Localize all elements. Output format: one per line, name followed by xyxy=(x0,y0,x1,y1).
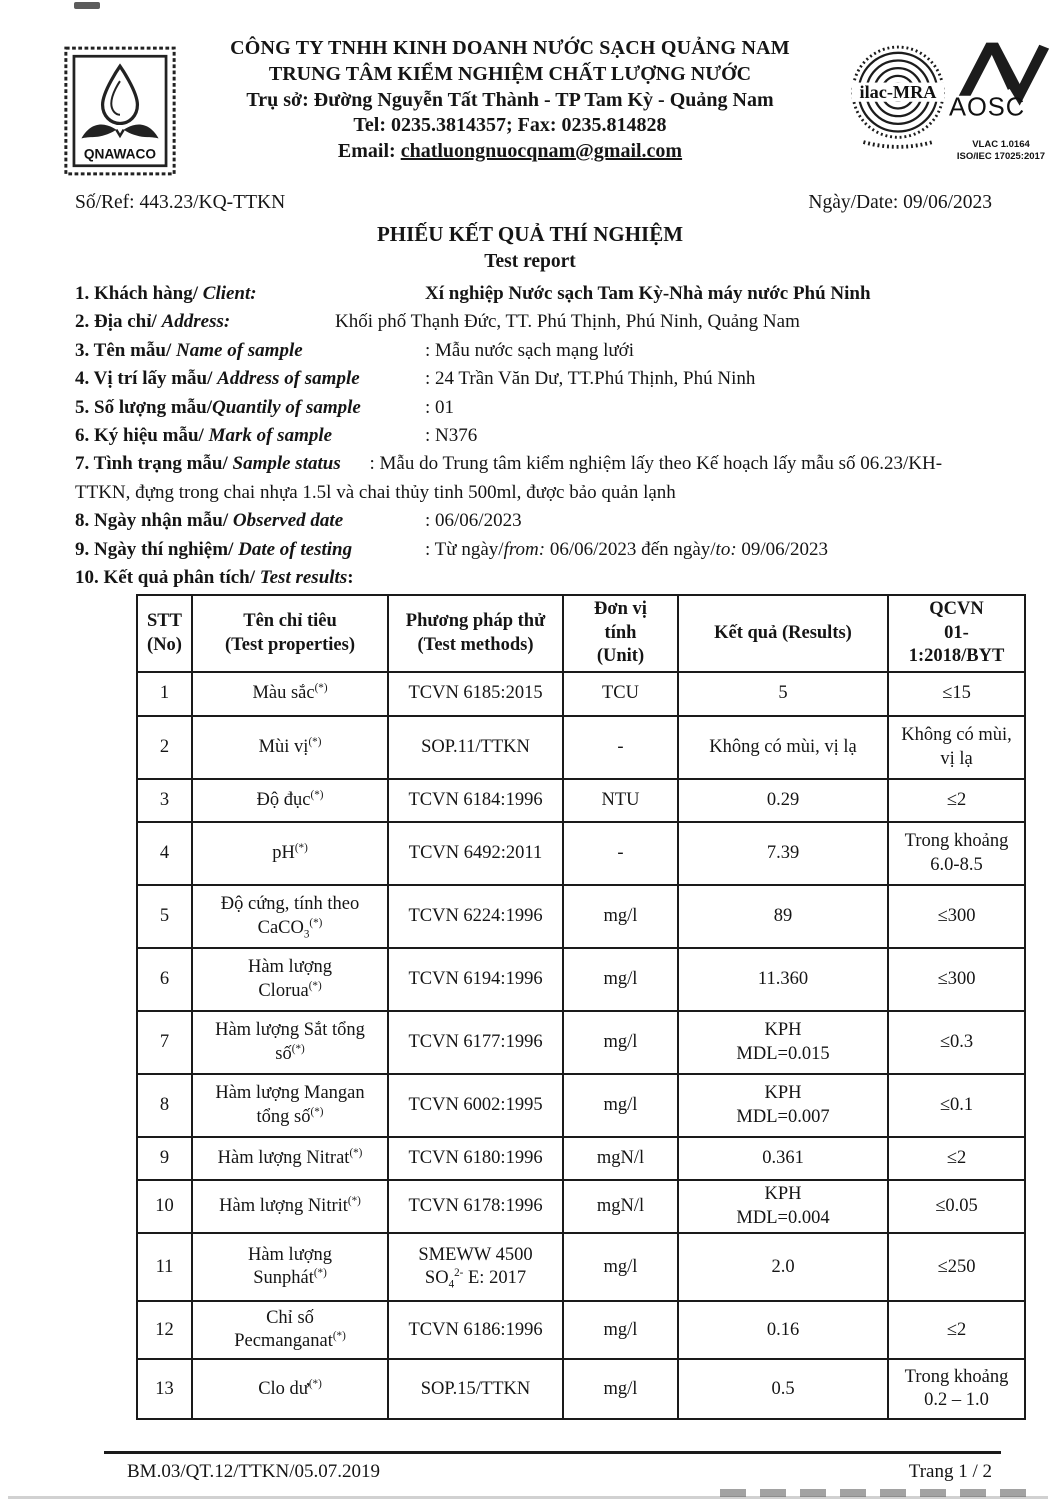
item-sample-mark: 6. Ký hiệu mẫu/ Mark of sample : N376 xyxy=(75,422,992,450)
table-row xyxy=(137,779,1025,822)
column-header: Phương pháp thử (Test methods) xyxy=(388,595,563,672)
cell-unit: TCU xyxy=(563,672,678,716)
aosc-mark-icon xyxy=(947,34,1055,134)
sample-info-list xyxy=(75,280,992,592)
address-value: Khối phố Thạnh Đức, TT. Phú Thịnh, Phú Ninh, Quảng Nam xyxy=(335,311,800,333)
cell-method: TCVN 6224:1996 xyxy=(388,885,563,948)
cell-method: TCVN 6186:1996 xyxy=(388,1301,563,1359)
column-header: QCVN 01- 1:2018/BYT xyxy=(888,595,1025,672)
cell-method: TCVN 6194:1996 xyxy=(388,948,563,1011)
cell-method: SOP.15/TTKN xyxy=(388,1359,563,1419)
item-client: 1. Khách hàng/ Client: Xí nghiệp Nước sạch Tam Kỳ-Nhà máy nước Phú Ninh xyxy=(75,280,992,308)
cell-no: 11 xyxy=(137,1233,192,1301)
cell-unit: - xyxy=(563,716,678,779)
email-address: chatluongnuocqnam@gmail.com xyxy=(400,140,683,163)
cell-unit: NTU xyxy=(563,779,678,822)
cell-limit: Trong khoảng 6.0-8.5 xyxy=(888,822,1025,885)
letterhead xyxy=(180,36,840,165)
page-number: Trang 1 / 2 xyxy=(908,1461,992,1482)
cell-unit: - xyxy=(563,822,678,885)
tel-fax-line: Tel: 0235.3814357; Fax: 0235.814828 xyxy=(353,114,667,137)
cell-method: TCVN 6184:1996 xyxy=(388,779,563,822)
table-row xyxy=(137,1359,1025,1419)
cell-property: Độ cứng, tính theo CaCO$_3$(*) xyxy=(192,885,388,948)
cell-property: Hàm lượng Clorua(*) xyxy=(192,948,388,1011)
table-row xyxy=(137,1011,1025,1074)
cell-result: KPH MDL=0.007 xyxy=(678,1074,888,1137)
aosc-vlac-line: VLAC 1.0164 xyxy=(972,139,1030,150)
table-row xyxy=(137,672,1025,716)
cell-no: 2 xyxy=(137,716,192,779)
table-row xyxy=(137,822,1025,885)
column-header: Kết quả (Results) xyxy=(678,595,888,672)
cell-limit: ≤15 xyxy=(888,672,1025,716)
cell-unit: mgN/l xyxy=(563,1137,678,1180)
ilac-mra-text: ilac-MRA xyxy=(859,81,937,102)
cell-method: TCVN 6185:2015 xyxy=(388,672,563,716)
cell-result: 0.16 xyxy=(678,1301,888,1359)
document-title: PHIẾU KẾT QUẢ THÍ NGHIỆM xyxy=(376,222,684,246)
cell-no: 3 xyxy=(137,779,192,822)
item-sample-address: 4. Vị trí lấy mẫu/ Address of sample : 24 Trần Văn Dư, TT.Phú Thịnh, Phú Ninh xyxy=(75,365,992,393)
cell-method: SMEWW 4500 $SO_4^{2-}$ E: 2017 xyxy=(388,1233,563,1301)
cell-result: 0.361 xyxy=(678,1137,888,1180)
cell-no: 13 xyxy=(137,1359,192,1419)
table-row xyxy=(137,1233,1025,1301)
cell-method: TCVN 6002:1995 xyxy=(388,1074,563,1137)
item-observed-date: 8. Ngày nhận mẫu/ Observed date : 06/06/2023 xyxy=(75,507,992,535)
cell-limit: ≤2 xyxy=(888,1137,1025,1180)
cell-limit: ≤250 xyxy=(888,1233,1025,1301)
item-testing-date: 9. Ngày thí nghiệm/ Date of testing : Từ ngày/from: 06/06/2023 đến ngày/to: 09/06/2023 xyxy=(75,536,992,564)
cell-property: Mùi vị(*) xyxy=(192,716,388,779)
cell-limit: ≤300 xyxy=(888,948,1025,1011)
company-name: CÔNG TY TNHH KINH DOANH NƯỚC SẠCH QUẢNG NAM xyxy=(230,37,790,59)
table-row xyxy=(137,716,1025,779)
ilac-mra-seal-icon xyxy=(850,40,946,152)
qnawaco-logo-text: QNAWACO xyxy=(83,146,157,162)
cell-property: Hàm lượng Sunphát(*) xyxy=(192,1233,388,1301)
form-code: BM.03/QT.12/TTKN/05.07.2019 xyxy=(127,1461,380,1482)
cell-limit: Không có mùi, vị lạ xyxy=(888,716,1025,779)
item-address: 2. Địa chỉ/ Address: Khối phố Thạnh Đức, TT. Phú Thịnh, Phú Ninh, Quảng Nam xyxy=(75,308,992,336)
cell-result: KPH MDL=0.015 xyxy=(678,1011,888,1074)
cell-property: pH(*) xyxy=(192,822,388,885)
results-table xyxy=(136,594,1024,1420)
cell-method: TCVN 6178:1996 xyxy=(388,1180,563,1233)
cell-limit: ≤0.3 xyxy=(888,1011,1025,1074)
aosc-text: AOSC xyxy=(948,93,1026,122)
cell-no: 8 xyxy=(137,1074,192,1137)
qnawaco-logo xyxy=(64,46,176,176)
cell-limit: ≤2 xyxy=(888,1301,1025,1359)
cell-method: TCVN 6492:2011 xyxy=(388,822,563,885)
cell-no: 4 xyxy=(137,822,192,885)
cell-property: Hàm lượng Mangan tổng số(*) xyxy=(192,1074,388,1137)
scan-artifact-next-page xyxy=(720,1489,1030,1497)
cell-result: Không có mùi, vị lạ xyxy=(678,716,888,779)
sample-quantity-value: : 01 xyxy=(425,396,455,418)
document-subtitle: Test report xyxy=(484,251,576,272)
sample-name-value: : Mẫu nước sạch mạng lưới xyxy=(425,339,635,361)
results-table-body xyxy=(137,672,1025,1419)
cell-no: 7 xyxy=(137,1011,192,1074)
cell-result: 0.29 xyxy=(678,779,888,822)
cell-result: 5 xyxy=(678,672,888,716)
report-date: Ngày/Date: 09/06/2023 xyxy=(808,192,992,213)
cell-property: Độ đục(*) xyxy=(192,779,388,822)
table-row xyxy=(137,885,1025,948)
sample-address-value: : 24 Trần Văn Dư, TT.Phú Thịnh, Phú Ninh xyxy=(425,368,756,390)
cell-no: 10 xyxy=(137,1180,192,1233)
cell-property: Clo dư(*) xyxy=(192,1359,388,1419)
cell-result: 0.5 xyxy=(678,1359,888,1419)
cell-unit: mg/l xyxy=(563,1233,678,1301)
table-row xyxy=(137,1074,1025,1137)
cell-property: Hàm lượng Nitrat(*) xyxy=(192,1137,388,1180)
cell-unit: mg/l xyxy=(563,1011,678,1074)
cell-result: 2.0 xyxy=(678,1233,888,1301)
cell-unit: mg/l xyxy=(563,1301,678,1359)
cell-limit: ≤0.05 xyxy=(888,1180,1025,1233)
scan-artifact xyxy=(74,2,100,9)
ref-row xyxy=(75,192,992,214)
cell-property: Chỉ số Pecmanganat(*) xyxy=(192,1301,388,1359)
aosc-iso-line: ISO/IEC 17025:2017 xyxy=(956,151,1046,162)
cell-result: 7.39 xyxy=(678,822,888,885)
cell-unit: mgN/l xyxy=(563,1180,678,1233)
cell-result: KPH MDL=0.004 xyxy=(678,1180,888,1233)
footer xyxy=(127,1461,992,1483)
cell-result: 89 xyxy=(678,885,888,948)
cell-unit: mg/l xyxy=(563,1074,678,1137)
cell-method: TCVN 6177:1996 xyxy=(388,1011,563,1074)
cell-limit: ≤0.1 xyxy=(888,1074,1025,1137)
sample-mark-value: : N376 xyxy=(425,425,478,447)
cell-unit: mg/l xyxy=(563,948,678,1011)
cell-method: SOP.11/TTKN xyxy=(388,716,563,779)
cell-limit: ≤2 xyxy=(888,779,1025,822)
footer-rule xyxy=(104,1451,1001,1454)
email-label: Email: xyxy=(337,140,401,163)
cell-property: Hàm lượng Sắt tổng số(*) xyxy=(192,1011,388,1074)
cell-no: 1 xyxy=(137,672,192,716)
item-sample-quantity: 5. Số lượng mẫu/Quantily of sample : 01 xyxy=(75,394,992,422)
column-header: Đơn vị tính (Unit) xyxy=(563,595,678,672)
address-line: Trụ sở: Đường Nguyễn Tất Thành - TP Tam Kỳ - Quảng Nam xyxy=(246,88,774,111)
table-row xyxy=(137,1301,1025,1359)
cell-no: 6 xyxy=(137,948,192,1011)
cell-property: Hàm lượng Nitrit(*) xyxy=(192,1180,388,1233)
table-row xyxy=(137,1180,1025,1233)
item-sample-status: 7. Tình trạng mẫu/ Sample status : Mẫu do Trung tâm kiểm nghiệm lấy theo Kế hoạch lấy mẫu số 06.23/KH-TTKN, đựng trong chai nhựa 1.5l và chai thủy tinh 500ml, được bảo quản lạnh xyxy=(75,453,943,503)
cell-no: 9 xyxy=(137,1137,192,1180)
cell-method: TCVN 6180:1996 xyxy=(388,1137,563,1180)
sample-status-value: : Mẫu do Trung tâm kiểm nghiệm lấy theo Kế hoạch lấy mẫu số 06.23/KH-TTKN, đựng trong chai nhựa 1.5l và chai thủy tinh 500ml, được bảo quản lạnh xyxy=(75,453,943,503)
ref-number: Số/Ref: 443.23/KQ-TTKN xyxy=(75,192,286,213)
column-header: Tên chỉ tiêu (Test properties) xyxy=(192,595,388,672)
cell-property: Màu sắc(*) xyxy=(192,672,388,716)
table-row xyxy=(137,1137,1025,1180)
testing-date-value: : Từ ngày/from: 06/06/2023 đến ngày/to: 09/06/2023 xyxy=(425,538,828,560)
observed-date-value: : 06/06/2023 xyxy=(425,510,522,532)
qnawaco-stamp-icon xyxy=(64,46,176,176)
client-value: Xí nghiệp Nước sạch Tam Kỳ-Nhà máy nước Phú Ninh xyxy=(425,283,871,304)
results-table-head-row xyxy=(137,595,1025,672)
item-sample-name: 3. Tên mẫu/ Name of sample : Mẫu nước sạch mạng lưới xyxy=(75,337,992,365)
cell-no: 5 xyxy=(137,885,192,948)
item-test-results-heading: 10. Kết quả phân tích/ Test results: xyxy=(75,567,354,589)
email-line xyxy=(180,139,840,165)
cell-limit: ≤300 xyxy=(888,885,1025,948)
cell-unit: mg/l xyxy=(563,885,678,948)
column-header: STT (No) xyxy=(137,595,192,672)
cell-result: 11.360 xyxy=(678,948,888,1011)
aosc-logo xyxy=(946,34,1056,163)
cell-no: 12 xyxy=(137,1301,192,1359)
center-name: TRUNG TÂM KIỂM NGHIỆM CHẤT LƯỢNG NƯỚC xyxy=(268,62,752,85)
cell-unit: mg/l xyxy=(563,1359,678,1419)
cell-limit: Trong khoảng 0.2 – 1.0 xyxy=(888,1359,1025,1419)
table-row xyxy=(137,948,1025,1011)
